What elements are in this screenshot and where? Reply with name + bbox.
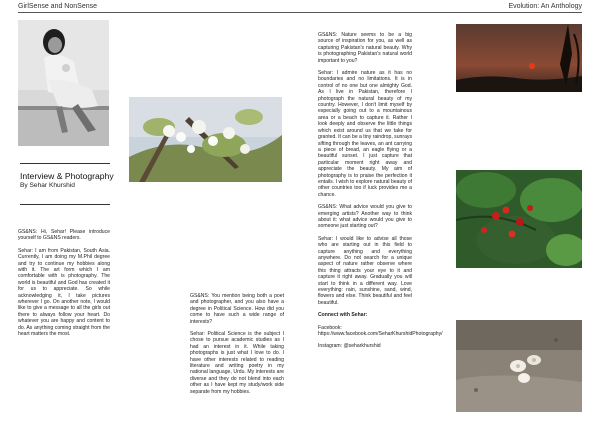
question-intro: GS&NS: Hi, Sehar! Please introduce yourself to GS&NS readers.: [18, 229, 110, 242]
answer-interests: Sehar: Political Science is the subject I chose to pursue academic studies as I had an interest in it. While taking photographs is just what I love to do. I have other interests related to reading literature and writing poetry in my national language, Urdu. My interests are diverse and they do not blend into each other as I have kept my study/work side separate from my hobbies.: [190, 331, 284, 395]
facebook-label: Facebook:: [318, 324, 342, 331]
question-advice: GS&NS: What advice would you give to emerging artists? Another way to think about it: what advice would you give to someone just starting out?: [318, 204, 412, 230]
title-top-rule: [20, 163, 110, 164]
issue-name: Evolution: An Anthology: [508, 3, 582, 10]
answer-intro: Sehar: I am from Pakistan, South Asia. Currently, I am doing my M.Phil degree and try to continue my hobbies along with it. The art form which I am comfortable with is photography. The world is beautiful and God has created it for us to appreciate. So while acknowledging it, I take pictures wherever I go. On another note, I would like to give a message to all the girls out there to always follow your heart. Do whatever you are happy and content to do. As anything coming straight from the heart matters the most.: [18, 247, 110, 338]
facebook-url[interactable]: https://www.facebook.com/SeharKhurshidPhotography/: [318, 331, 443, 338]
question-nature: GS&NS: Nature seems to be a big source of inspiration for you, as well as capturing Pakistan's natural beauty. Why is photographing Pakistan's natural world important to you?: [318, 32, 412, 64]
snail-shells-photo: [456, 320, 582, 412]
answer-advice: Sehar: I would like to advise all those who are starting out in this field to capture anything and everything anywhere. Do not search for a unique aspect of nature rather observe where this thing attracts your eye to it and capture it right away. Gradually you will start to think in a different way. Love everything: rain, sunshine, sand, wind, flowers and else. Think beautiful and feel beautiful.: [318, 235, 412, 306]
red-berries-photo: [456, 170, 582, 268]
instagram-handle[interactable]: Instagram: @seharkhurshid: [318, 343, 381, 350]
column-3-text: [318, 32, 443, 350]
question-interests: GS&NS: You mention being both a poet and photographer, and you also have a degree in Political Science. How did you come to have such a wide range of interests?: [190, 293, 284, 325]
white-blossom-photo: [129, 97, 282, 182]
article-byline: By Sehar Khurshid: [20, 182, 75, 189]
magazine-name: GirlSense and NonSense: [18, 3, 97, 10]
sunset-photo: [456, 24, 582, 92]
portrait-photo: [18, 20, 109, 146]
answer-nature: Sehar: I admire nature as it has no boundaries and no limitations. It is in control of no one but one almighty God. As I live in Pakistan, therefore I photograph the natural beauty of my country. However, I don't limit myself by especially going out to a mountainous area or a beach to capture it. Rather I look deeply and observe the little things which exist around us that we take for granted. It can be a tiny raindrop, sunrays sifting through the leaves, an ant carrying a piece of bread, an eagle flying or a beautiful sunset. I just capture that particular moment right away and appreciate the beauty. My aim of photography is to praise the perfection it entails. I wish to explore natural beauty of other countries too if luck provides me a chance.: [318, 70, 413, 198]
connect-heading: Connect with Sehar:: [318, 312, 368, 319]
column-1-text: [18, 229, 110, 338]
article-title: Interview & Photography: [20, 171, 114, 181]
column-2-text: [190, 293, 284, 395]
title-bottom-rule: [20, 204, 110, 205]
header-rule: [18, 12, 582, 13]
